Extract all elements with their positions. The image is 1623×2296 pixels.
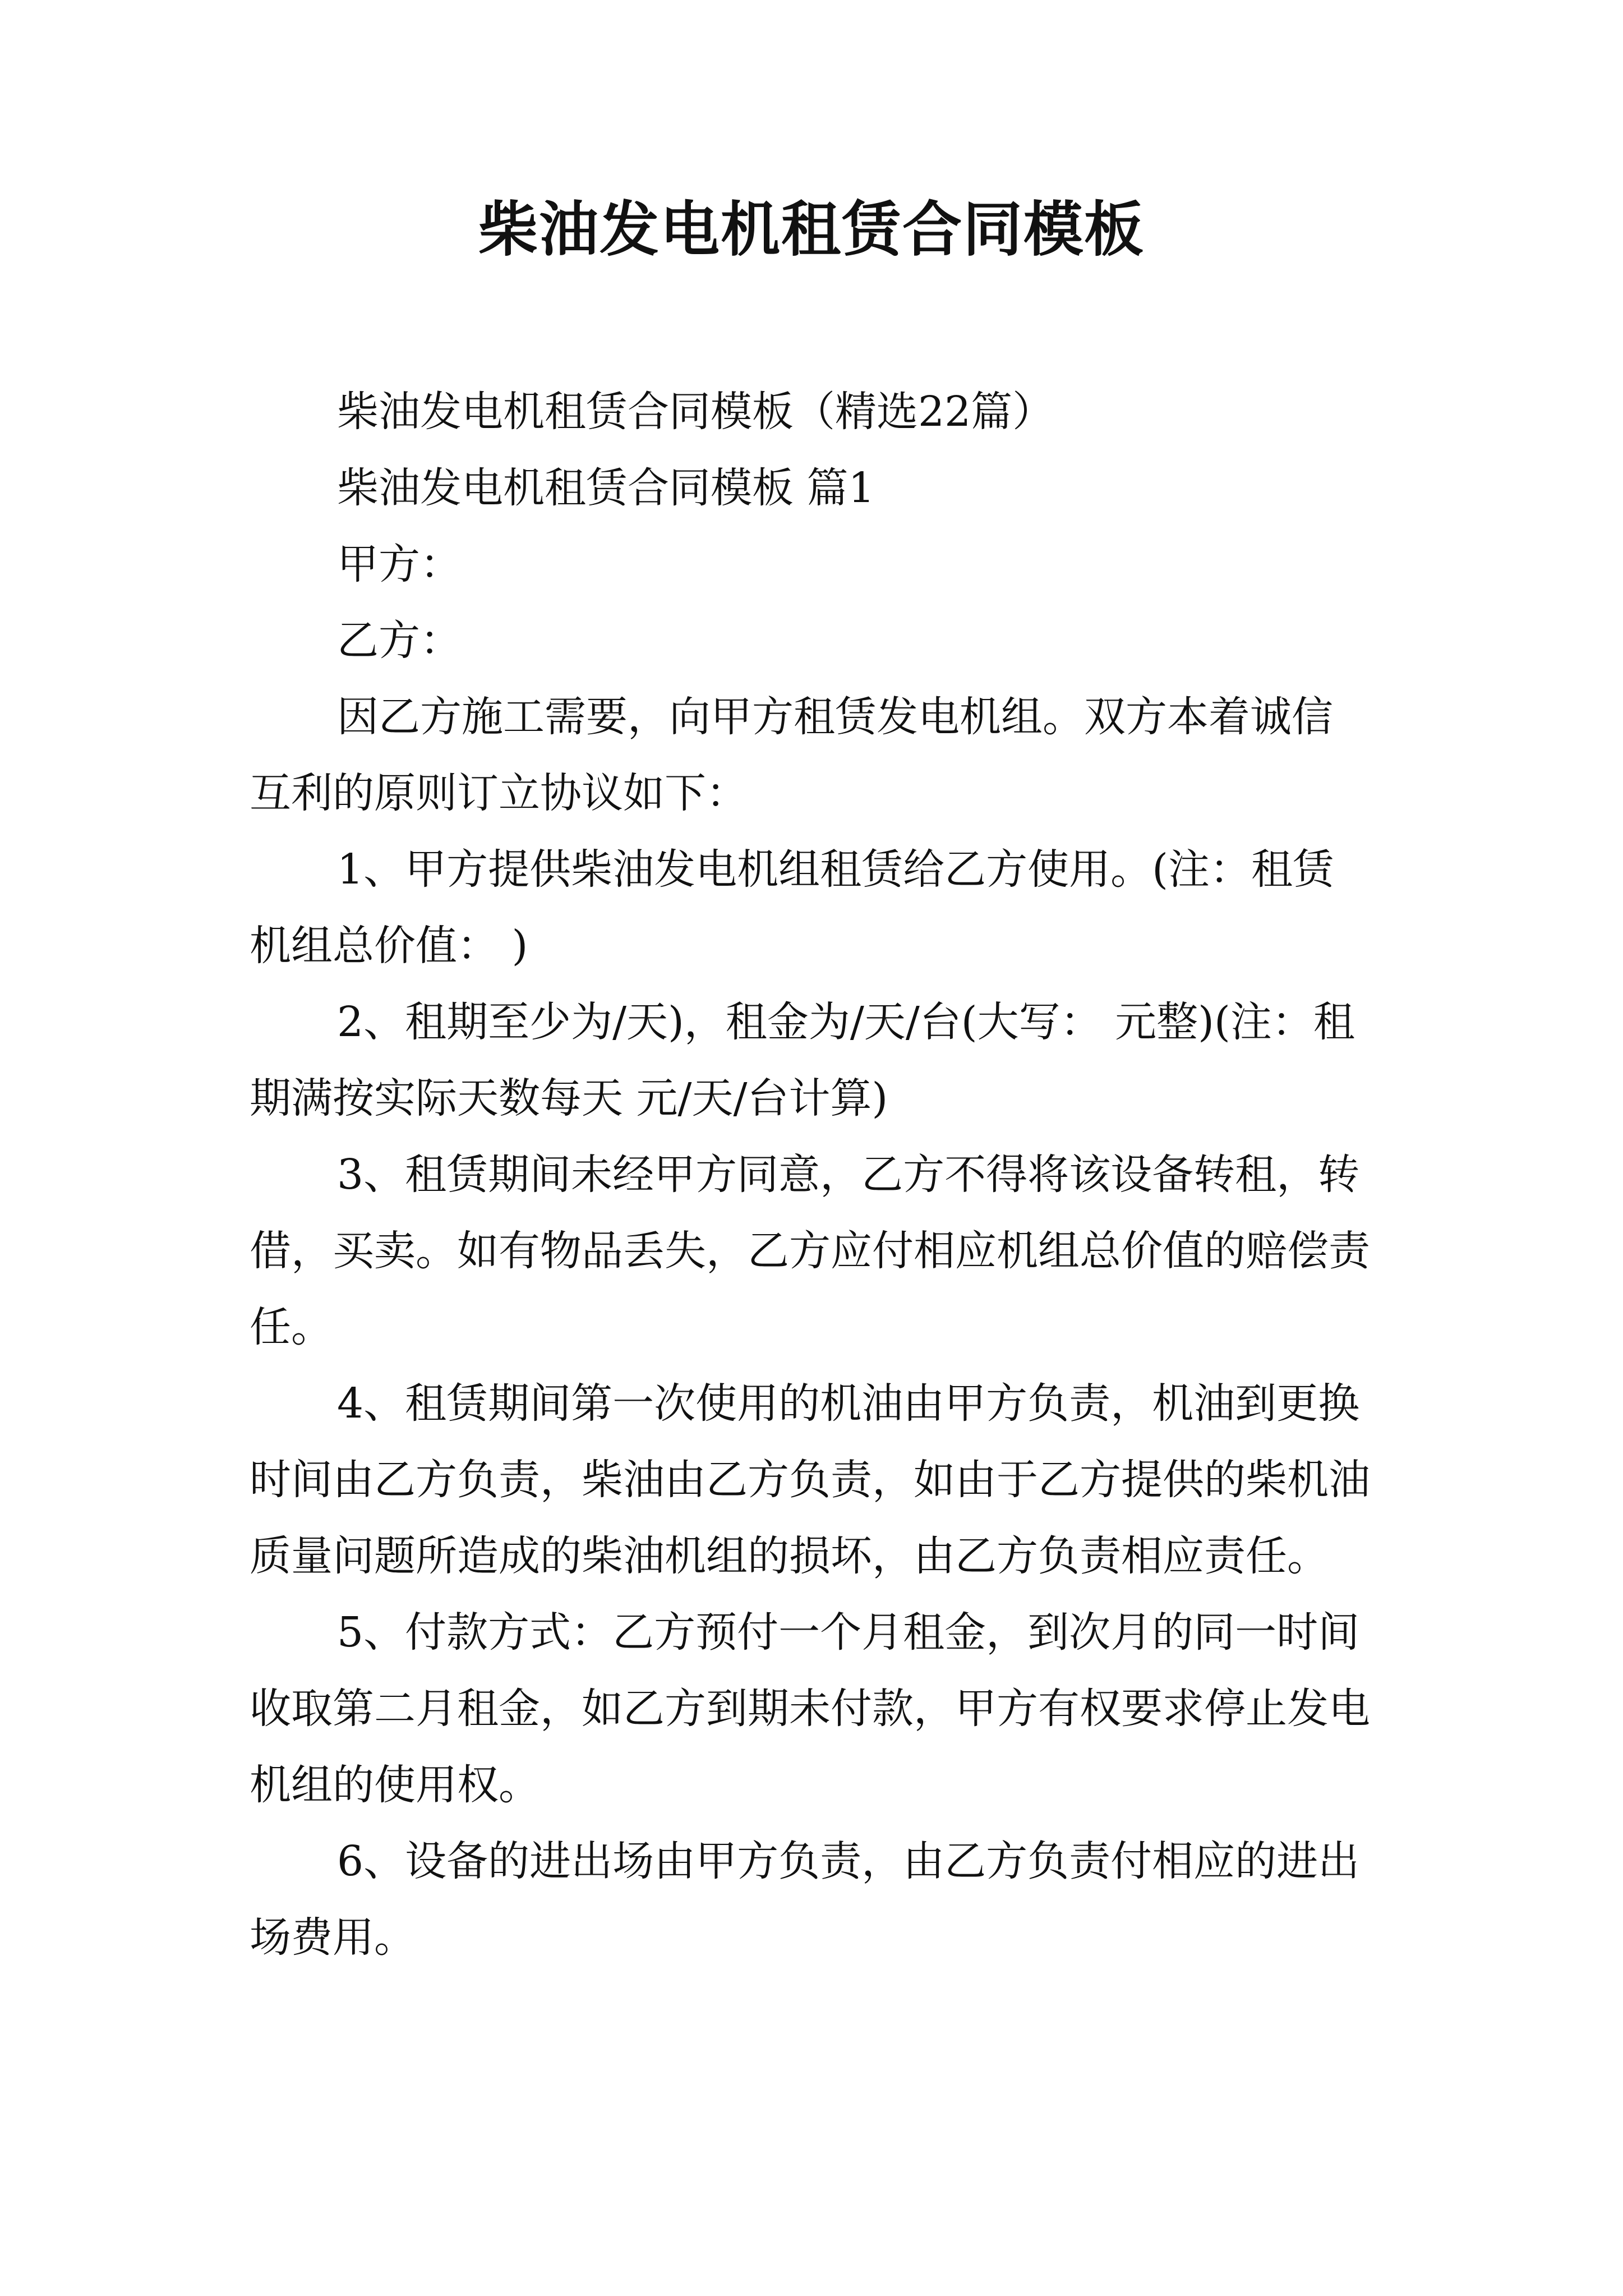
- paragraph-clause-6: 6、设备的进出场由甲方负责，由乙方负责付相应的进出场费用。: [250, 1837, 1360, 1962]
- paragraph-clause-1: 1、甲方提供柴油发电机组租赁给乙方使用。(注：租赁机组总价值： ): [250, 845, 1334, 970]
- paragraph-section-heading: 柴油发电机租赁合同模板 篇1: [337, 464, 875, 512]
- paragraph-clause-3: 3、租赁期间未经甲方同意，乙方不得将该设备转租，转借，买卖。如有物品丢失，乙方应付相应机组总价值的赔偿责任。: [250, 1151, 1370, 1351]
- paragraph-party-a: 甲方：: [337, 540, 462, 588]
- paragraph-preamble: 因乙方施工需要，向甲方租赁发电机组。双方本着诚信互利的原则订立协议如下：: [250, 693, 1333, 817]
- document-title: 柴油发电机租赁合同模板: [478, 195, 1145, 264]
- paragraph-subtitle: 柴油发电机租赁合同模板（精选22篇）: [337, 388, 1054, 436]
- paragraph-clause-2: 2、租期至少为/天)，租金为/天/台(大写： 元整)(注：租期满按实际天数每天 元/天/台计算): [250, 998, 1355, 1122]
- paragraph-party-b: 乙方：: [337, 616, 462, 665]
- paragraph-clause-4: 4、租赁期间第一次使用的机油由甲方负责，机油到更换时间由乙方负责，柴油由乙方负责，如由于乙方提供的柴机油质量问题所造成的柴油机组的损坏，由乙方负责相应责任。: [250, 1379, 1370, 1580]
- document-body: [250, 374, 1371, 1976]
- paragraph-clause-5: 5、付款方式：乙方预付一个月租金，到次月的同一时间收取第二月租金，如乙方到期未付款，甲方有权要求停止发电机组的使用权。: [250, 1608, 1370, 1809]
